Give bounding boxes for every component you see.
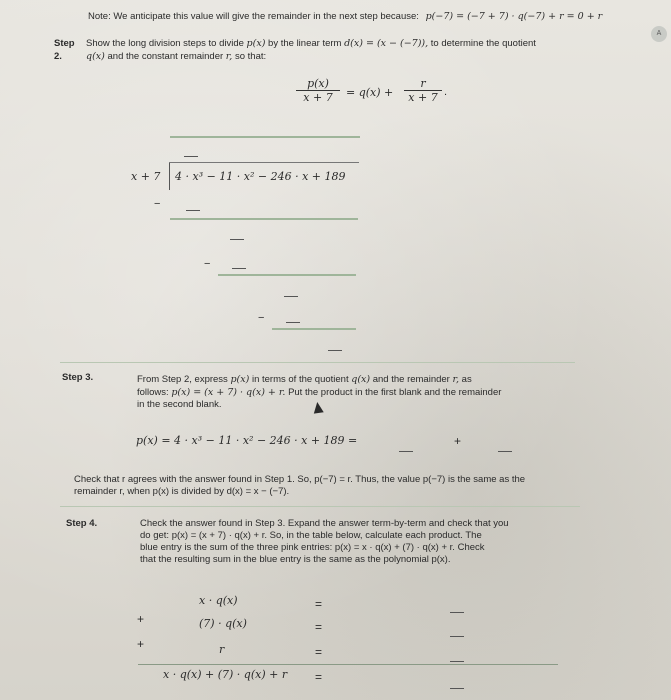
step3-text2b: Put the product in the first blank and the remainder <box>288 387 502 398</box>
step3-text1c: and the remainder <box>372 374 450 385</box>
row2-answer-blank[interactable] <box>450 636 464 637</box>
step4-line3: blue entry is the sum of the three pink entries: p(x) = x · q(x) + (7) · q(x) + r. Check <box>140 542 485 553</box>
step3-text1d: as <box>461 374 472 385</box>
row3-term: r <box>219 643 225 656</box>
final-remainder-blank[interactable] <box>328 350 342 351</box>
step3-plus: + <box>454 434 462 448</box>
subtract-line-2 <box>218 274 356 276</box>
step2-px: p(x) <box>246 38 266 49</box>
step3-qx: q(x) <box>351 374 371 385</box>
step2-line1 <box>86 38 536 49</box>
step2-r: r, <box>225 51 233 62</box>
frac2-num: r <box>404 77 442 91</box>
subtract-blank-1[interactable] <box>186 210 200 211</box>
row4-eq: = <box>315 670 323 684</box>
step2-line2a: and the constant remainder <box>107 51 224 62</box>
subtract-blank-2[interactable] <box>232 268 246 269</box>
step3-text1b: in terms of the quotient <box>251 374 349 385</box>
row1-eq: = <box>315 597 323 611</box>
step2-qx: q(x) <box>86 51 105 62</box>
note-line <box>88 11 602 22</box>
row2-eq: = <box>315 620 323 634</box>
check-line2: remainder r, when p(x) is divided by d(x) = x − (−7). <box>74 486 290 497</box>
row4-answer-blank[interactable] <box>450 688 464 689</box>
division-bracket <box>169 162 170 190</box>
section-divider-2 <box>60 506 580 507</box>
fraction-px-over-divisor <box>296 77 340 104</box>
mouse-cursor-icon <box>312 401 323 413</box>
step2-label-a: Step <box>54 38 75 49</box>
step3-eq: p(x) = (x + 7) · q(x) + r. <box>171 387 286 398</box>
row3-answer-blank[interactable] <box>450 661 464 662</box>
row4-term: x · q(x) + (7) · q(x) + r <box>163 668 288 681</box>
remainder-blank-1[interactable] <box>230 239 244 240</box>
remainder-blank-2[interactable] <box>284 296 298 297</box>
subtract-blank-3[interactable] <box>286 322 300 323</box>
step3-line3: in the second blank. <box>137 399 222 410</box>
note-equation: p(−7) = (−7 + 7) · q(−7) + r = 0 + r <box>425 11 603 22</box>
row3-op: + <box>137 637 145 651</box>
step4-line1: Check the answer found in Step 3. Expand the answer term-by-term and check that you <box>140 518 509 529</box>
minus-sign-1: − <box>154 198 161 210</box>
step2-line1b: by the linear term <box>268 38 342 49</box>
division-bar <box>169 162 359 163</box>
row2-op: + <box>137 612 145 626</box>
step3-line2 <box>137 387 501 398</box>
step4-line4: that the resulting sum in the blue entry is the same as the polynomial p(x). <box>140 554 451 565</box>
step4-label: Step 4. <box>66 518 98 529</box>
row1-term: x · q(x) <box>199 594 238 607</box>
row3-eq: = <box>315 645 323 659</box>
step3-line1 <box>137 374 472 385</box>
quotient-blank[interactable] <box>184 156 198 157</box>
step4-line2: do get: p(x) = (x + 7) · q(x) + r. So, in the table below, calculate each product. The <box>140 530 482 541</box>
step3-label: Step 3. <box>62 372 94 383</box>
note-prefix: Note: We anticipate this value will give the remainder in the next step because: <box>88 11 419 22</box>
step2-label-b: 2. <box>54 51 62 62</box>
step3-polynomial: p(x) = 4 · x³ − 11 · x² − 246 · x + 189 = <box>136 434 358 447</box>
minus-sign-3: − <box>258 312 265 324</box>
frac1-den: x + 7 <box>303 91 333 104</box>
fraction-r-over-divisor <box>404 77 442 104</box>
check-line1: Check that r agrees with the answer found in Step 1. So, p(−7) = r. Thus, the value p(−7) is the same as the <box>74 474 526 485</box>
frac1-num: p(x) <box>296 77 340 91</box>
step2-line1a: Show the long division steps to divide <box>86 38 244 49</box>
step3-text1a: From Step 2, express <box>137 374 228 385</box>
row1-answer-blank[interactable] <box>450 612 464 613</box>
step2-line2b: so that: <box>234 51 267 62</box>
dividend: 4 · x³ − 11 · x² − 246 · x + 189 <box>175 170 346 183</box>
divisor: x + 7 <box>131 170 161 183</box>
eq-dot: . <box>444 86 448 98</box>
section-divider-1 <box>60 362 575 363</box>
eq-mid: = q(x) + <box>346 86 394 99</box>
step3-r: r, <box>452 374 460 385</box>
minus-sign-2: − <box>204 258 211 270</box>
quotient-separator <box>170 136 360 138</box>
sum-divider <box>138 664 558 665</box>
subtract-line-3 <box>272 328 356 330</box>
subtract-line-1 <box>170 218 358 220</box>
product-blank[interactable] <box>399 451 413 452</box>
step2-dx: d(x) = (x − (−7)), <box>344 38 429 49</box>
row2-term: (7) · q(x) <box>199 617 247 630</box>
frac2-den: x + 7 <box>408 91 438 104</box>
step2-line2 <box>86 51 266 62</box>
remainder-blank[interactable] <box>498 451 512 452</box>
step3-text2a: follows: <box>137 387 169 398</box>
step3-px: p(x) <box>230 374 250 385</box>
step2-line1c: to determine the quotient <box>430 38 536 49</box>
accessibility-badge-icon[interactable]: A <box>651 26 667 42</box>
